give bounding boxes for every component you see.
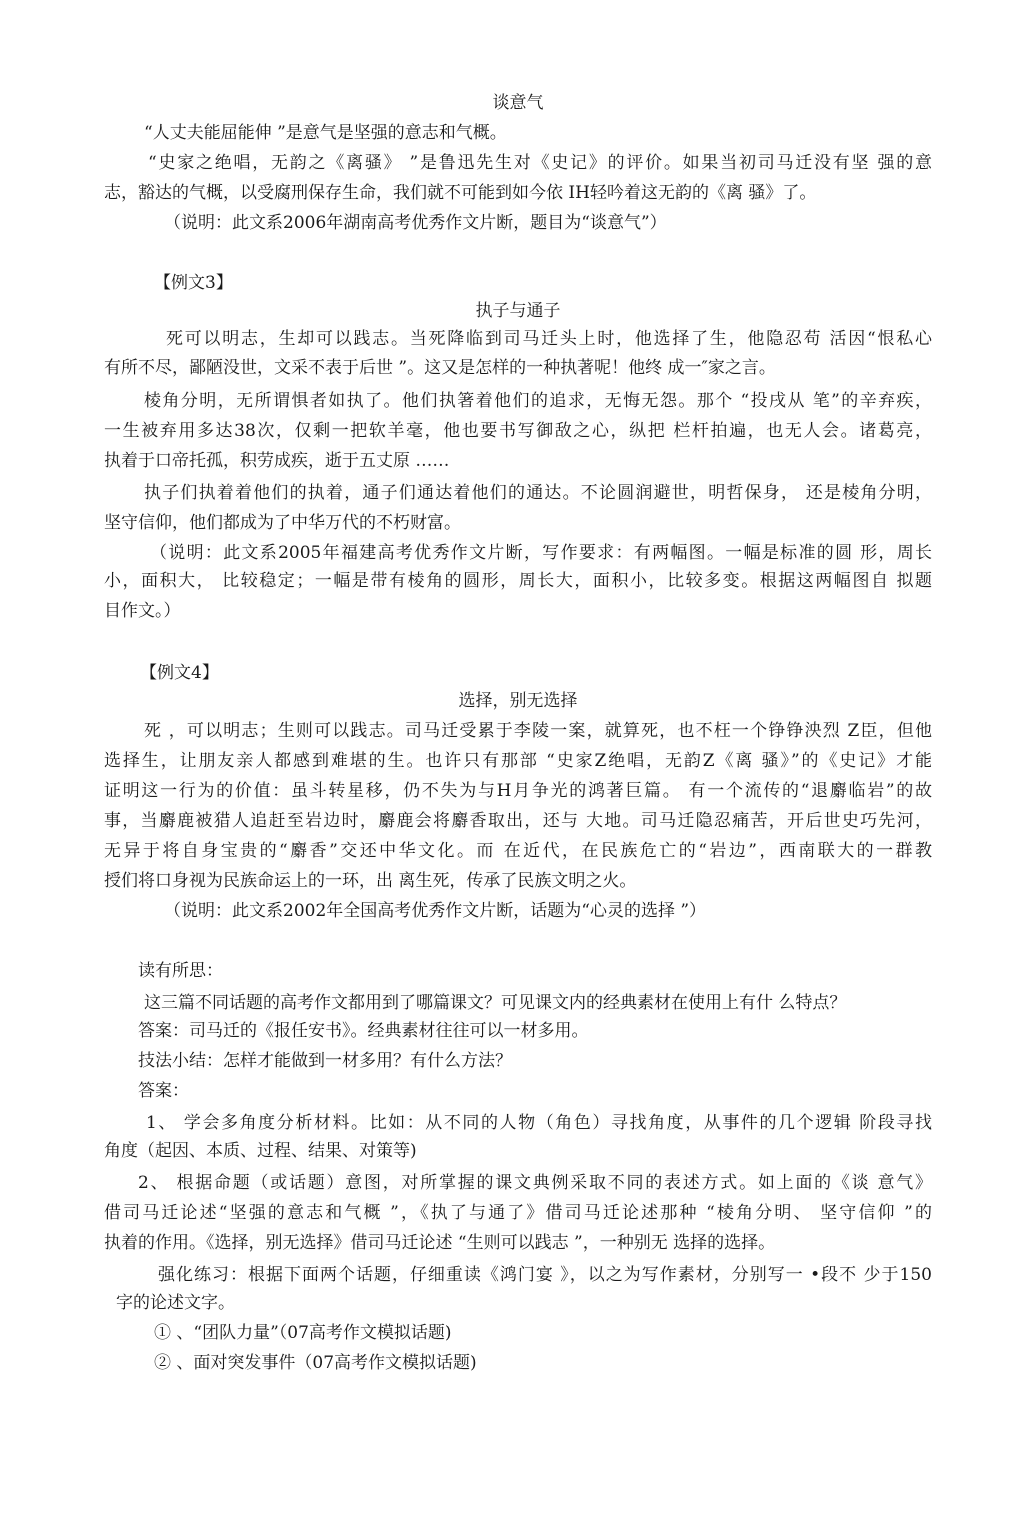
method-1-line-2: 角度（起因、本质、过程、结果、对策等) [104,1141,417,1161]
exercise-line-1: 强化练习：根据下面两个话题，仔细重读《鸿门宴 》，以之为写作素材，分别写一 •段不 少于150 [158,1265,932,1285]
example3-note-3: 目作文。） [104,601,181,621]
method-2-line-1: 2、 根据命题（或话题）意图，对所掌握的课文典例采取不同的表述方式。如上面的《谈 意气》 [138,1173,932,1193]
reading-question-2: 技法小结：怎样才能做到一材多用？有什么方法？ [138,1051,512,1071]
example3-line-3: 棱角分明，无所谓惧者如执了。他们执箸着他们的追求，无悔无怨。那个 “投戌从 笔”的辛弃疾， [144,391,932,411]
example4-title: 选择，别无选择 [458,691,578,711]
method-2-line-3: 执着的作用。《选择，别无选择》借司马迁论述 “生则可以践志 ”，一种别无 选择的选择。 [104,1233,776,1253]
method-2-line-2: 借司马迁论述“坚强的意志和气概 ”，《执了与通了》借司马迁论述那种 “棱角分明、 坚守信仰 ”的 [104,1203,932,1223]
reading-question-1: 这三篇不同话题的高考作文都用到了哪篇课文？可见课文内的经典素材在使用上有什 么特点？ [144,993,847,1013]
example3-heading: 【例文3】 [154,273,233,293]
example3-line-1: 死可以明志，生却可以践志。当死降临到司马迁头上时，他选择了生，他隐忍苟 活因“恨私心 [166,329,932,349]
example3-line-5: 执着于口帝托孤，积劳成疾，逝于五丈原 …… [104,451,450,471]
section1-line-1: “人丈夫能屈能伸 ”是意气是坚强的意志和气概。 [144,123,507,143]
section1-line-2: “史家之绝唱，无韵之《离骚》 ”是鲁迅先生对《史记》的评价。如果当初司马迁没有坚 强的意 [148,153,932,173]
example3-line-7: 坚守信仰，他们都成为了中华万代的不朽财富。 [104,513,461,533]
example4-line-3: 证明这一行为的价值：虽斗转星移，仍不失为与H月争光的鸿著巨篇。 有一个流传的“退麝临岩”的故 [104,781,932,801]
reading-heading: 读有所思： [138,961,223,981]
example3-note-2: 小，面积大， 比较稳定；一幅是带有棱角的圆形，周长大，面积小，比较多变。根据这两幅图自 拟题 [104,571,932,591]
example3-note-1: （说明：此文系2005年福建高考优秀作文片断，写作要求：有两幅图。一幅是标准的圆 形，周长 [150,543,932,563]
section1-line-3: 志，豁达的气概，以受腐刑保存生命，我们就不可能到如今依 IH轻吟着这无韵的《离 骚》了。 [104,183,817,203]
example4-heading: 【例文4】 [140,663,219,683]
reading-answer-2-label: 答案： [138,1081,189,1101]
section1-title: 谈意气 [492,93,544,113]
example3-title: 执子与通子 [475,301,561,321]
example4-line-1: 死 ，可以明志；生则可以践志。司马迁受累于李陵一案，就算死，也不枉一个铮铮泱烈 Z臣，但他 [144,721,932,741]
example4-line-6: 授们将口身视为民族命运上的一环，出 离生死，传承了民族文明之火。 [104,871,637,891]
example3-line-6: 执子们执着着他们的执着，通子们通达着他们的通达。不论圆润避世，明哲保身， 还是棱角分明， [144,483,932,503]
exercise-topic-1: ① 、“团队力量”（07高考作文模拟话题) [154,1323,452,1343]
exercise-topic-2: ② 、面对突发事件（07高考作文模拟话题) [154,1353,477,1373]
example4-line-5: 无异于将自身宝贵的“麝香”交还中华文化。而 在近代，在民族危亡的“岩边”，西南联大的一群教 [104,841,932,861]
example4-line-2: 选择生，让朋友亲人都感到难堪的生。也许只有那部 “史家Z绝唱，无韵Z《离 骚》”的《史记》才能 [104,751,932,771]
section1-note: （说明：此文系2006年湖南高考优秀作文片断，题目为“谈意气”） [164,213,667,233]
example3-line-4: 一生被弃用多达38次，仅剩一把软羊毫，他也要书写御敌之心，纵把 栏杆拍遍，也无人会。诸葛亮， [104,421,932,441]
method-1-line-1: 1、 学会多角度分析材料。比如：从不同的人物（角色）寻找角度，从事件的几个逻辑 阶段寻找 [146,1113,932,1133]
exercise-line-2: 字的论述文字。 [116,1293,235,1313]
example4-line-4: 事，当麝鹿被猎人追赶至岩边时，麝鹿会将麝香取出，还与 大地。司马迁隐忍痛苦，开后世史巧先河， [104,811,932,831]
example3-line-2: 有所不尽，鄙陋没世，文采不表于后世 ”。这又是怎样的一种执著呢！他终 成一″家之言。 [104,358,776,378]
reading-answer-1: 答案：司马迁的《报任安书》。经典素材往往可以一材多用。 [138,1021,589,1041]
example4-note: （说明：此文系2002年全国高考优秀作文片断，话题为“心灵的选择 ”） [164,901,707,921]
